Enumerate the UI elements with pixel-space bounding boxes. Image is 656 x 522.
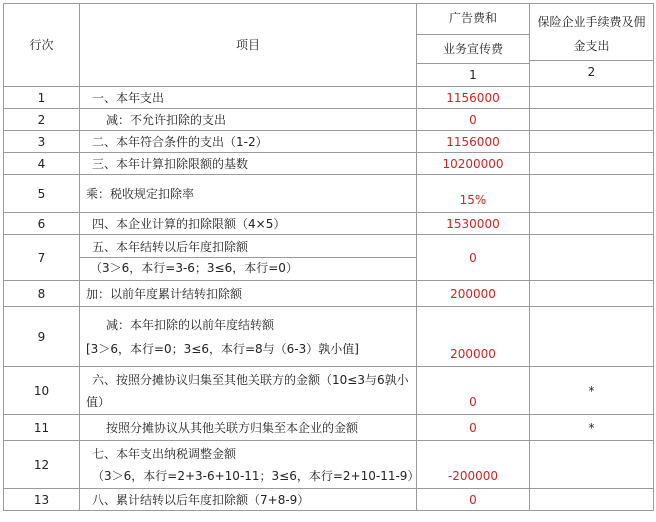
ad-expense-deduction-table: [3, 3, 654, 511]
row-number: 2: [4, 109, 80, 131]
row-ad-value: 200000: [417, 281, 530, 307]
table-row: [4, 175, 654, 213]
row-ins-value: [530, 175, 654, 213]
row-ins-value: [530, 307, 654, 367]
table-row: [4, 213, 654, 235]
row-number: 10: [4, 367, 80, 415]
header-row: [4, 4, 654, 87]
row-number: 7: [4, 235, 80, 281]
row-item: 按照分摊协议从其他关联方归集至本企业的金额: [80, 415, 417, 441]
header-row-no: 行次: [4, 4, 80, 87]
row-ins-value: [530, 235, 654, 281]
row-item: 一、本年支出: [80, 87, 417, 109]
row-number: 12: [4, 441, 80, 489]
table-row: [4, 87, 654, 109]
table-row: [4, 489, 654, 511]
header-insurance-commission: [530, 4, 654, 87]
row-item: 二、本年符合条件的支出（1-2）: [80, 131, 417, 153]
row-number: 13: [4, 489, 80, 511]
row-ad-value: 0: [417, 415, 530, 441]
row-ad-value: 15%: [417, 175, 530, 213]
row-ins-value: [530, 489, 654, 511]
header-ins-index: 2: [530, 60, 653, 83]
row-ins-value: [530, 281, 654, 307]
row-ins-value: [530, 87, 654, 109]
table-row: [4, 281, 654, 307]
row-item: 减：不允许扣除的支出: [80, 109, 417, 131]
row-number: 3: [4, 131, 80, 153]
header-ins-line2: 金支出: [573, 38, 610, 53]
row-number: 6: [4, 213, 80, 235]
table-row: [4, 131, 654, 153]
row-ins-value: *: [530, 367, 654, 415]
row-ins-value: [530, 131, 654, 153]
row-item: 七、本年支出纳税调整金额 （3＞6，本行=2+3-6+10-11；3≤6，本行=2+10-11-9）: [80, 441, 417, 489]
row-ad-value: 1530000: [417, 213, 530, 235]
row-number: 9: [4, 307, 80, 367]
header-ad-line1: 广告费和: [448, 11, 497, 25]
row-number: 11: [4, 415, 80, 441]
row-ad-value: 0: [417, 489, 530, 511]
header-ad-expense: [417, 4, 530, 87]
row-item: 减：本年扣除的以前年度结转额 [3＞6，本行=0；3≤6，本行=8与（6-3）孰小值]: [80, 307, 417, 367]
table-row: [4, 367, 654, 415]
row-item: 六、按照分摊协议归集至其他关联方的金额（10≤3与6孰小 值）: [80, 367, 417, 415]
row-ins-value: [530, 109, 654, 131]
row-item: 加：以前年度累计结转扣除额: [80, 281, 417, 307]
row-item: 八、累计结转以后年度扣除额（7+8-9）: [80, 489, 417, 511]
table-row: [4, 153, 654, 175]
table-row: [4, 415, 654, 441]
table-row: [4, 109, 654, 131]
table-row: [4, 441, 654, 489]
row-ad-value: 200000: [417, 307, 530, 367]
row-item: 四、本企业计算的扣除限额（4×5）: [80, 213, 417, 235]
row-ad-value: 1156000: [417, 131, 530, 153]
row-item: 三、本年计算扣除限额的基数: [80, 153, 417, 175]
header-ins-line1: 保险企业手续费及佣: [537, 14, 646, 29]
table-row: [4, 307, 654, 367]
row-ins-value: [530, 153, 654, 175]
row-ad-value: 0: [417, 235, 530, 281]
header-item: 项目: [80, 4, 417, 87]
row-item: 乘：税收规定扣除率: [80, 175, 417, 213]
row-ins-value: [530, 441, 654, 489]
row-ins-value: *: [530, 415, 654, 441]
row-ad-value: 1156000: [417, 87, 530, 109]
row-number: 5: [4, 175, 80, 213]
row-number: 4: [4, 153, 80, 175]
row-number: 8: [4, 281, 80, 307]
row-ins-value: [530, 213, 654, 235]
header-ad-line2: 业务宣传费: [417, 34, 529, 63]
header-ad-index: 1: [417, 63, 529, 86]
row-number: 1: [4, 87, 80, 109]
table-row: [4, 235, 654, 281]
row-ad-value: 0: [417, 109, 530, 131]
row-ad-value: -200000: [417, 441, 530, 489]
row-item: 五、本年结转以后年度扣除额 （3＞6，本行=3-6；3≤6，本行=0）: [80, 235, 417, 281]
row-ad-value: 0: [417, 367, 530, 415]
row-ad-value: 10200000: [417, 153, 530, 175]
